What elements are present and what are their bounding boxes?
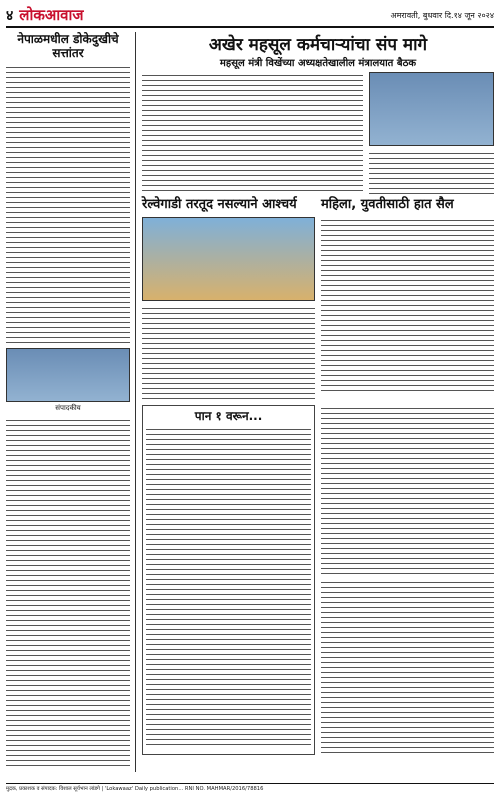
bottom-right-stories	[321, 405, 494, 755]
train-photo	[142, 217, 315, 301]
top-story-lines	[142, 72, 363, 192]
rail-headline: रेल्वेगाडी तरतूद नसल्याने आश्चर्य	[142, 197, 297, 212]
women-story-lines	[321, 217, 494, 395]
page-columns	[6, 32, 494, 772]
rail-story-lines	[142, 305, 315, 401]
top-story-photo	[369, 72, 494, 146]
left-body-lines	[6, 64, 130, 344]
publication-footer: मुद्रक, प्रकाशक व संपादक: विशाल सूर्यभान लांडगे | 'Lokawaaz' Daily publication... RNI NO. MAHMAR/2016/78816	[6, 783, 494, 793]
continued-box	[142, 405, 315, 755]
bottom-row	[142, 405, 494, 755]
left-column	[6, 32, 136, 772]
main-headline: अखेर महसूल कर्मचाऱ्यांचा संप मागे	[208, 35, 428, 55]
continued-lines	[146, 426, 311, 746]
top-story-row	[142, 72, 494, 194]
women-headline: महिला, युवतीसाठी हात सैल	[321, 197, 454, 212]
women-story	[321, 198, 494, 401]
right-column	[136, 32, 494, 772]
continued-headline: पान १ वरून...	[194, 408, 263, 423]
brand-title: लोकआवाज	[19, 6, 84, 24]
bottom-right-lines-2	[321, 579, 494, 755]
editorial-photo	[6, 348, 130, 402]
dateline: अमरावती, बुधवार दि.१४ जून २०२४	[390, 10, 494, 20]
main-subhead: महसूल मंत्री विखेंच्या अध्यक्षतेखालील मंत्रालयात बैठक	[219, 58, 417, 69]
top-story-side-lines	[369, 150, 494, 194]
rail-story	[142, 198, 315, 401]
page-number: ४	[6, 7, 14, 24]
bottom-right-lines-1	[321, 405, 494, 575]
left-headline: नेपाळमधील डोकेदुखीचे सत्तांतर	[17, 32, 119, 61]
top-story-sidebar	[369, 72, 494, 194]
masthead	[6, 4, 494, 28]
editorial-caption: संपादकीय	[55, 403, 81, 412]
middle-row	[142, 198, 494, 401]
left-body-lines-2	[6, 417, 130, 767]
